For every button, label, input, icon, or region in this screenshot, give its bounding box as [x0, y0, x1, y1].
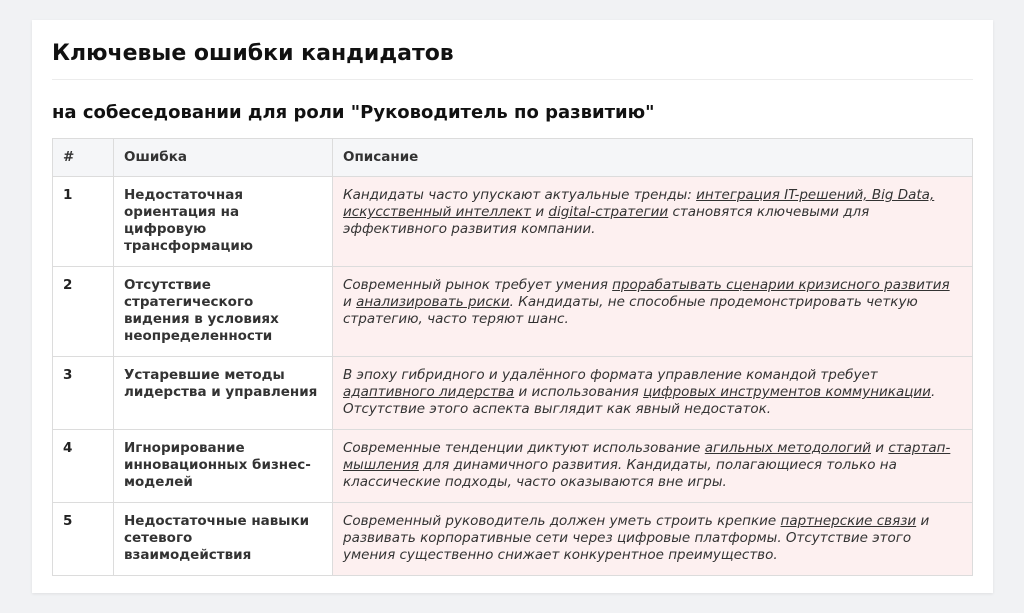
highlighted-term: цифровых инструментов коммуникации [643, 384, 931, 400]
table-row [53, 503, 973, 576]
row-description [333, 357, 973, 430]
description-text: Современные тенденции диктуют использование [343, 440, 705, 456]
description-text: Кандидаты часто упускают актуальные тренды: [343, 187, 697, 203]
errors-table [52, 138, 973, 576]
row-error: Устаревшие методы лидерства и управления [114, 357, 333, 430]
description-text: В эпоху гибридного и удалённого формата управление командой требует [343, 367, 878, 383]
highlighted-term: digital-стратегии [548, 204, 669, 220]
content-card [32, 20, 993, 593]
highlighted-term: прорабатывать сценарии кризисного развития [612, 277, 950, 293]
highlighted-term: интеграция IT-решений, Big Data, искусственный интеллект [343, 187, 935, 220]
table-row [53, 177, 973, 267]
highlighted-term: стартап-мышления [343, 440, 951, 473]
description-text: Современный руководитель должен уметь строить крепкие [343, 513, 781, 529]
page-subtitle: на собеседовании для роли "Руководитель по развитию" [52, 102, 655, 123]
row-description [333, 430, 973, 503]
header-number: # [53, 139, 114, 177]
header-description: Описание [333, 139, 973, 177]
row-number: 5 [53, 503, 114, 576]
description-text: Современный рынок требует умения [343, 277, 613, 293]
row-number: 4 [53, 430, 114, 503]
description-text: становятся ключевыми для эффективного развития компании. [343, 204, 870, 237]
row-error: Отсутствие стратегического видения в условиях неопределенности [114, 267, 333, 357]
row-number: 3 [53, 357, 114, 430]
row-description [333, 267, 973, 357]
description-text: . Кандидаты, не способные продемонстрировать четкую стратегию, часто теряют шанс. [343, 294, 918, 327]
row-number: 1 [53, 177, 114, 267]
table-row [53, 267, 973, 357]
highlighted-term: партнерские связи [780, 513, 917, 529]
row-description [333, 177, 973, 267]
table-row [53, 430, 973, 503]
row-description [333, 503, 973, 576]
description-text: и [531, 204, 549, 220]
description-text: и использования [514, 384, 644, 400]
description-text: для динамичного развития. Кандидаты, полагающиеся только на классические подходы, часто оказываются вне игры. [343, 457, 897, 490]
description-text: и развивать корпоративные сети через цифровые платформы. Отсутствие этого умения существенно снижает конкурентное преимущество. [343, 513, 930, 563]
table-row [53, 357, 973, 430]
page-title: Ключевые ошибки кандидатов [52, 20, 973, 80]
table-header-row [53, 139, 973, 177]
row-error: Недостаточные навыки сетевого взаимодействия [114, 503, 333, 576]
highlighted-term: агильных методологий [704, 440, 872, 456]
description-text: и [343, 294, 357, 310]
description-text: и [871, 440, 889, 456]
description-text: . Отсутствие этого аспекта выглядит как явный недостаток. [343, 384, 936, 417]
row-error: Игнорирование инновационных бизнес-моделей [114, 430, 333, 503]
highlighted-term: адаптивного лидерства [343, 384, 515, 400]
highlighted-term: анализировать риски [356, 294, 510, 310]
row-number: 2 [53, 267, 114, 357]
header-error: Ошибка [114, 139, 333, 177]
row-error: Недостаточная ориентация на цифровую трансформацию [114, 177, 333, 267]
